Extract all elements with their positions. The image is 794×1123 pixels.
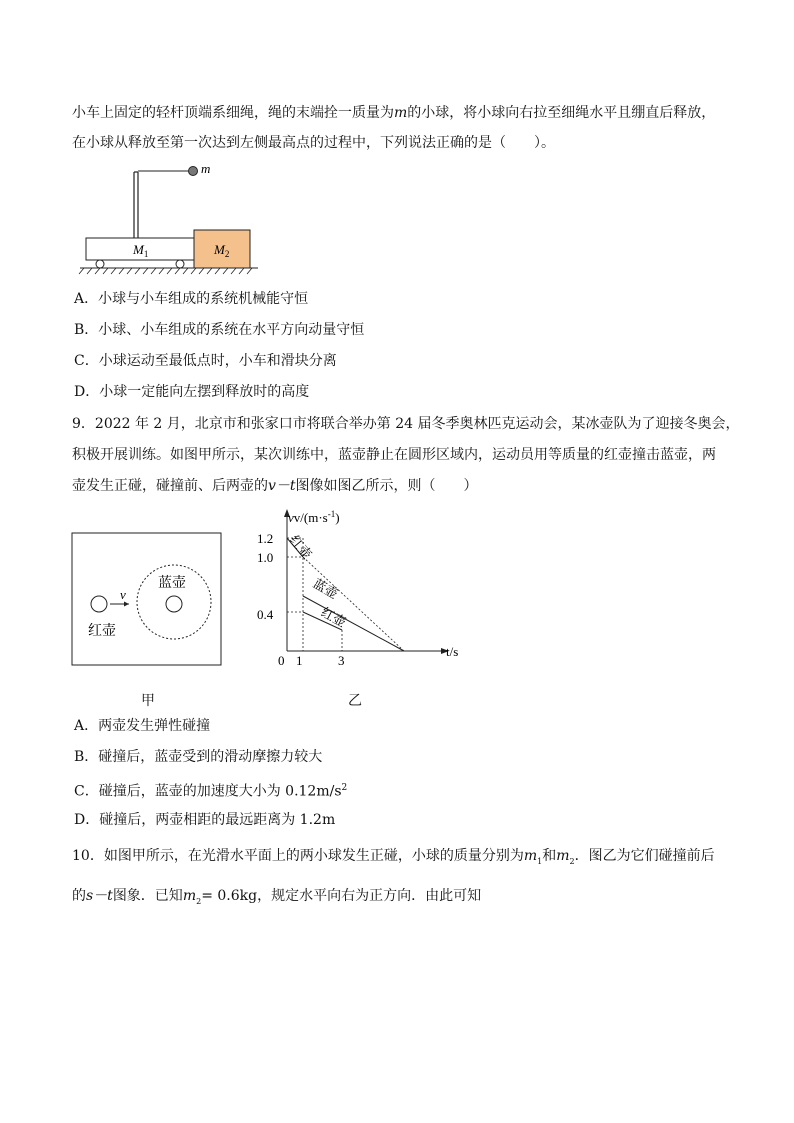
wheel [176,260,184,268]
tick-x-3: 3 [338,653,345,668]
label-red-before: 红壶 [286,532,315,562]
var-m2: m [556,848,570,864]
red-stone [91,596,107,612]
q9-text: 图像如图乙所示，则（ ） [295,478,478,494]
mass-value: = 0.6kg [201,888,258,904]
velocity-label: v [120,587,126,602]
cart-pendulum-figure [76,158,266,276]
tick-x-1: 1 [296,653,303,668]
q9-option-c-sup: 2 [341,783,348,793]
q9-option-c [74,778,347,802]
y-axis-label: $vv/(m\cdot s^{-1})$ [288,509,340,525]
q10-text: 10．如图甲所示，在光滑水平面上的两小球发生正碰，小球的质量分别为 [72,848,524,864]
q10-stem-line2 [72,886,481,912]
var-m2: m [182,888,197,904]
q8-stem-line2: 在小球从释放至第一次达到左侧最高点的过程中，下列说法正确的是（ ）。 [72,135,555,151]
ground-hatch [79,268,252,274]
var-m1-sub: 1 [537,856,543,866]
var-m1: m [523,848,538,864]
q8-text: 的小球，将小球向右拉至细绳水平且绷直后释放， [407,105,716,121]
q9-stem-line3 [72,476,478,496]
blue-stone [166,596,182,612]
figure-jia [71,532,223,668]
ball-label: m [201,161,211,176]
q10-text: ，规定水平向右为正方向．由此可知 [257,888,482,904]
tick-x-0: 0 [278,653,285,668]
q10-text: 的 [72,888,86,904]
q10-stem-line1 [72,846,715,872]
q9-stem-line1: 9．2022 年 2 月，北京市和张家口市将联合举办第 24 届冬季奥林匹克运动会，某冰壶队为了迎接冬奥会， [72,416,740,432]
q9-option-b: B．碰撞后，蓝壶受到的滑动摩擦力较大 [74,749,323,765]
ball [189,167,198,176]
red-stone-label: 红壶 [88,624,116,639]
q8-option-a: A．小球与小车组成的系统机械能守恒 [74,291,309,307]
q8-text: 小车上固定的轻杆顶端系细绳，绳的末端拴一质量为 [72,105,394,121]
x-axis-label: t/s [446,644,459,659]
blue-stone-label: 蓝壶 [158,576,186,591]
q8-option-d: D．小球一定能向左摆到释放时的高度 [74,384,310,400]
block-label: $M_2$ [214,242,230,259]
tick-y-1-2: 1.2 [257,531,274,546]
q8-stem-line1 [72,103,715,123]
q8-option-b: B．小球、小车组成的系统在水平方向动量守恒 [74,322,365,338]
var-m2-sub: 2 [569,856,575,866]
label-red-after: 红壶 [318,604,349,630]
tick-y-0-4: 0.4 [257,607,274,622]
var-s-t: s－t [86,888,113,904]
var-m: m [394,105,408,121]
q10-text: 和 [542,848,557,864]
var-v-t: v－t [268,478,296,494]
q9-option-a: A．两壶发生弹性碰撞 [74,718,211,734]
figure-yi-caption: 乙 [348,693,362,709]
figure-jia-caption: 甲 [141,693,155,709]
figure-yi-vt-graph [250,505,470,673]
q9-text: 壶发生正碰，碰撞前、后两壶的 [72,478,268,494]
q9-option-c-text: C．碰撞后，蓝壶的加速度大小为 0.12m/s [74,783,342,800]
wheel [96,260,104,268]
q10-text: 图象．已知 [112,888,183,904]
q8-option-c: C．小球运动至最低点时，小车和滑块分离 [74,353,337,369]
q9-stem-line2: 积极开展训练。如图甲所示，某次训练中，蓝壶静止在圆形区域内，运动员用等质量的红壶撞击蓝壶，两 [72,447,716,463]
cart-label: $M_1$ [133,242,149,259]
var-m2-sub: 2 [196,896,202,906]
label-blue-after: 蓝壶 [310,575,341,602]
tick-y-1-0: 1.0 [257,550,274,565]
q10-text: ．图乙为它们碰撞前后 [574,848,715,864]
q9-option-d: D．碰撞后，两壶相距的最远距离为 1.2m [74,812,336,828]
